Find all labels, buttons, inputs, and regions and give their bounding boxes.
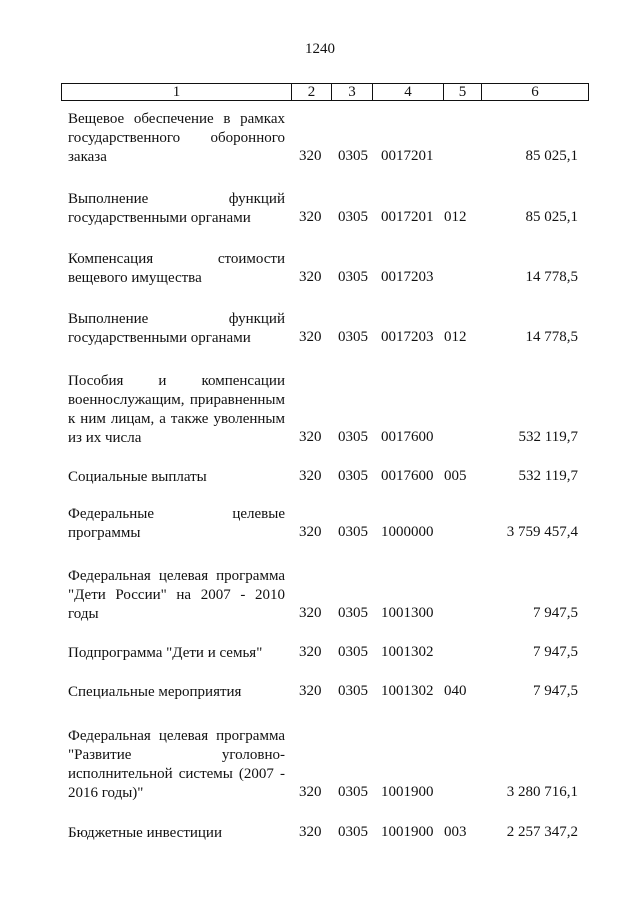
row-col-3: 0305: [338, 329, 368, 345]
row-name: Выполнение функций государственными органами: [68, 311, 285, 346]
row-col-2: 320: [299, 784, 322, 800]
page-number: 1240: [305, 41, 335, 57]
row-col-6: 7 947,5: [533, 644, 578, 660]
row-col-6: 7 947,5: [533, 683, 578, 699]
row-col-4: 1001300: [381, 605, 434, 621]
row-col-3: 0305: [338, 605, 368, 621]
row-name: Федеральная целевая программа "Дети России" на 2007 - 2010 годы: [68, 568, 285, 622]
row-col-3: 0305: [338, 784, 368, 800]
row-col-4: 1001302: [381, 683, 434, 699]
header-col-1: 1: [62, 84, 292, 100]
row-name: Федеральные целевые программы: [68, 506, 285, 541]
table-header: [61, 83, 589, 101]
row-col-4: 1001302: [381, 644, 434, 660]
row-name: Вещевое обеспечение в рамках государственного оборонного заказа: [68, 111, 285, 165]
header-col-5: 5: [444, 84, 482, 100]
row-name: Выполнение функций государственными органами: [68, 191, 285, 226]
row-name: Бюджетные инвестиции: [68, 825, 222, 841]
row-col-2: 320: [299, 605, 322, 621]
row-col-3: 0305: [338, 524, 368, 540]
row-name: Федеральная целевая программа "Развитие уголовно-исполнительной системы (2007 - 2016 годы)": [68, 728, 285, 801]
row-name: Подпрограмма "Дети и семья": [68, 645, 263, 661]
row-col-5: 040: [444, 683, 467, 699]
row-col-6: 14 778,5: [525, 329, 578, 345]
row-col-6: 85 025,1: [525, 148, 578, 164]
header-col-2: 2: [292, 84, 332, 100]
row-col-3: 0305: [338, 468, 368, 484]
row-col-4: 1001900: [381, 784, 434, 800]
row-col-6: 532 119,7: [518, 468, 578, 484]
row-col-2: 320: [299, 524, 322, 540]
row-name: Специальные мероприятия: [68, 684, 242, 700]
row-col-2: 320: [299, 824, 322, 840]
row-col-4: 0017203: [381, 329, 434, 345]
row-col-2: 320: [299, 148, 322, 164]
row-col-6: 2 257 347,2: [506, 824, 578, 840]
row-col-2: 320: [299, 269, 322, 285]
row-col-4: 1001900: [381, 824, 434, 840]
row-col-4: 0017600: [381, 429, 434, 445]
row-name: Пособия и компенсации военнослужащим, приравненным к ним лицам, а также уволенным из их числа: [68, 373, 285, 446]
row-col-3: 0305: [338, 824, 368, 840]
row-col-2: 320: [299, 429, 322, 445]
row-name: Социальные выплаты: [68, 469, 207, 485]
row-col-2: 320: [299, 683, 322, 699]
row-col-3: 0305: [338, 148, 368, 164]
row-col-2: 320: [299, 468, 322, 484]
row-col-6: 14 778,5: [525, 269, 578, 285]
row-col-4: 0017600: [381, 468, 434, 484]
row-col-5: 012: [444, 209, 467, 225]
row-col-2: 320: [299, 644, 322, 660]
header-col-6: 6: [531, 84, 539, 100]
header-col-3: 3: [332, 84, 373, 100]
row-col-5: 003: [444, 824, 467, 840]
row-col-3: 0305: [338, 683, 368, 699]
row-col-5: 005: [444, 468, 467, 484]
row-col-4: 1000000: [381, 524, 434, 540]
row-col-4: 0017203: [381, 269, 434, 285]
row-col-2: 320: [299, 209, 322, 225]
row-col-4: 0017201: [381, 148, 434, 164]
row-col-3: 0305: [338, 269, 368, 285]
row-name: Компенсация стоимости вещевого имущества: [68, 251, 285, 286]
row-col-3: 0305: [338, 644, 368, 660]
row-col-3: 0305: [338, 429, 368, 445]
row-col-6: 3 759 457,4: [506, 524, 578, 540]
row-col-2: 320: [299, 329, 322, 345]
row-col-5: 012: [444, 329, 467, 345]
row-col-6: 532 119,7: [518, 429, 578, 445]
row-col-6: 3 280 716,1: [506, 784, 578, 800]
row-col-3: 0305: [338, 209, 368, 225]
header-col-4: 4: [373, 84, 444, 100]
row-col-4: 0017201: [381, 209, 434, 225]
row-col-6: 7 947,5: [533, 605, 578, 621]
row-col-6: 85 025,1: [525, 209, 578, 225]
